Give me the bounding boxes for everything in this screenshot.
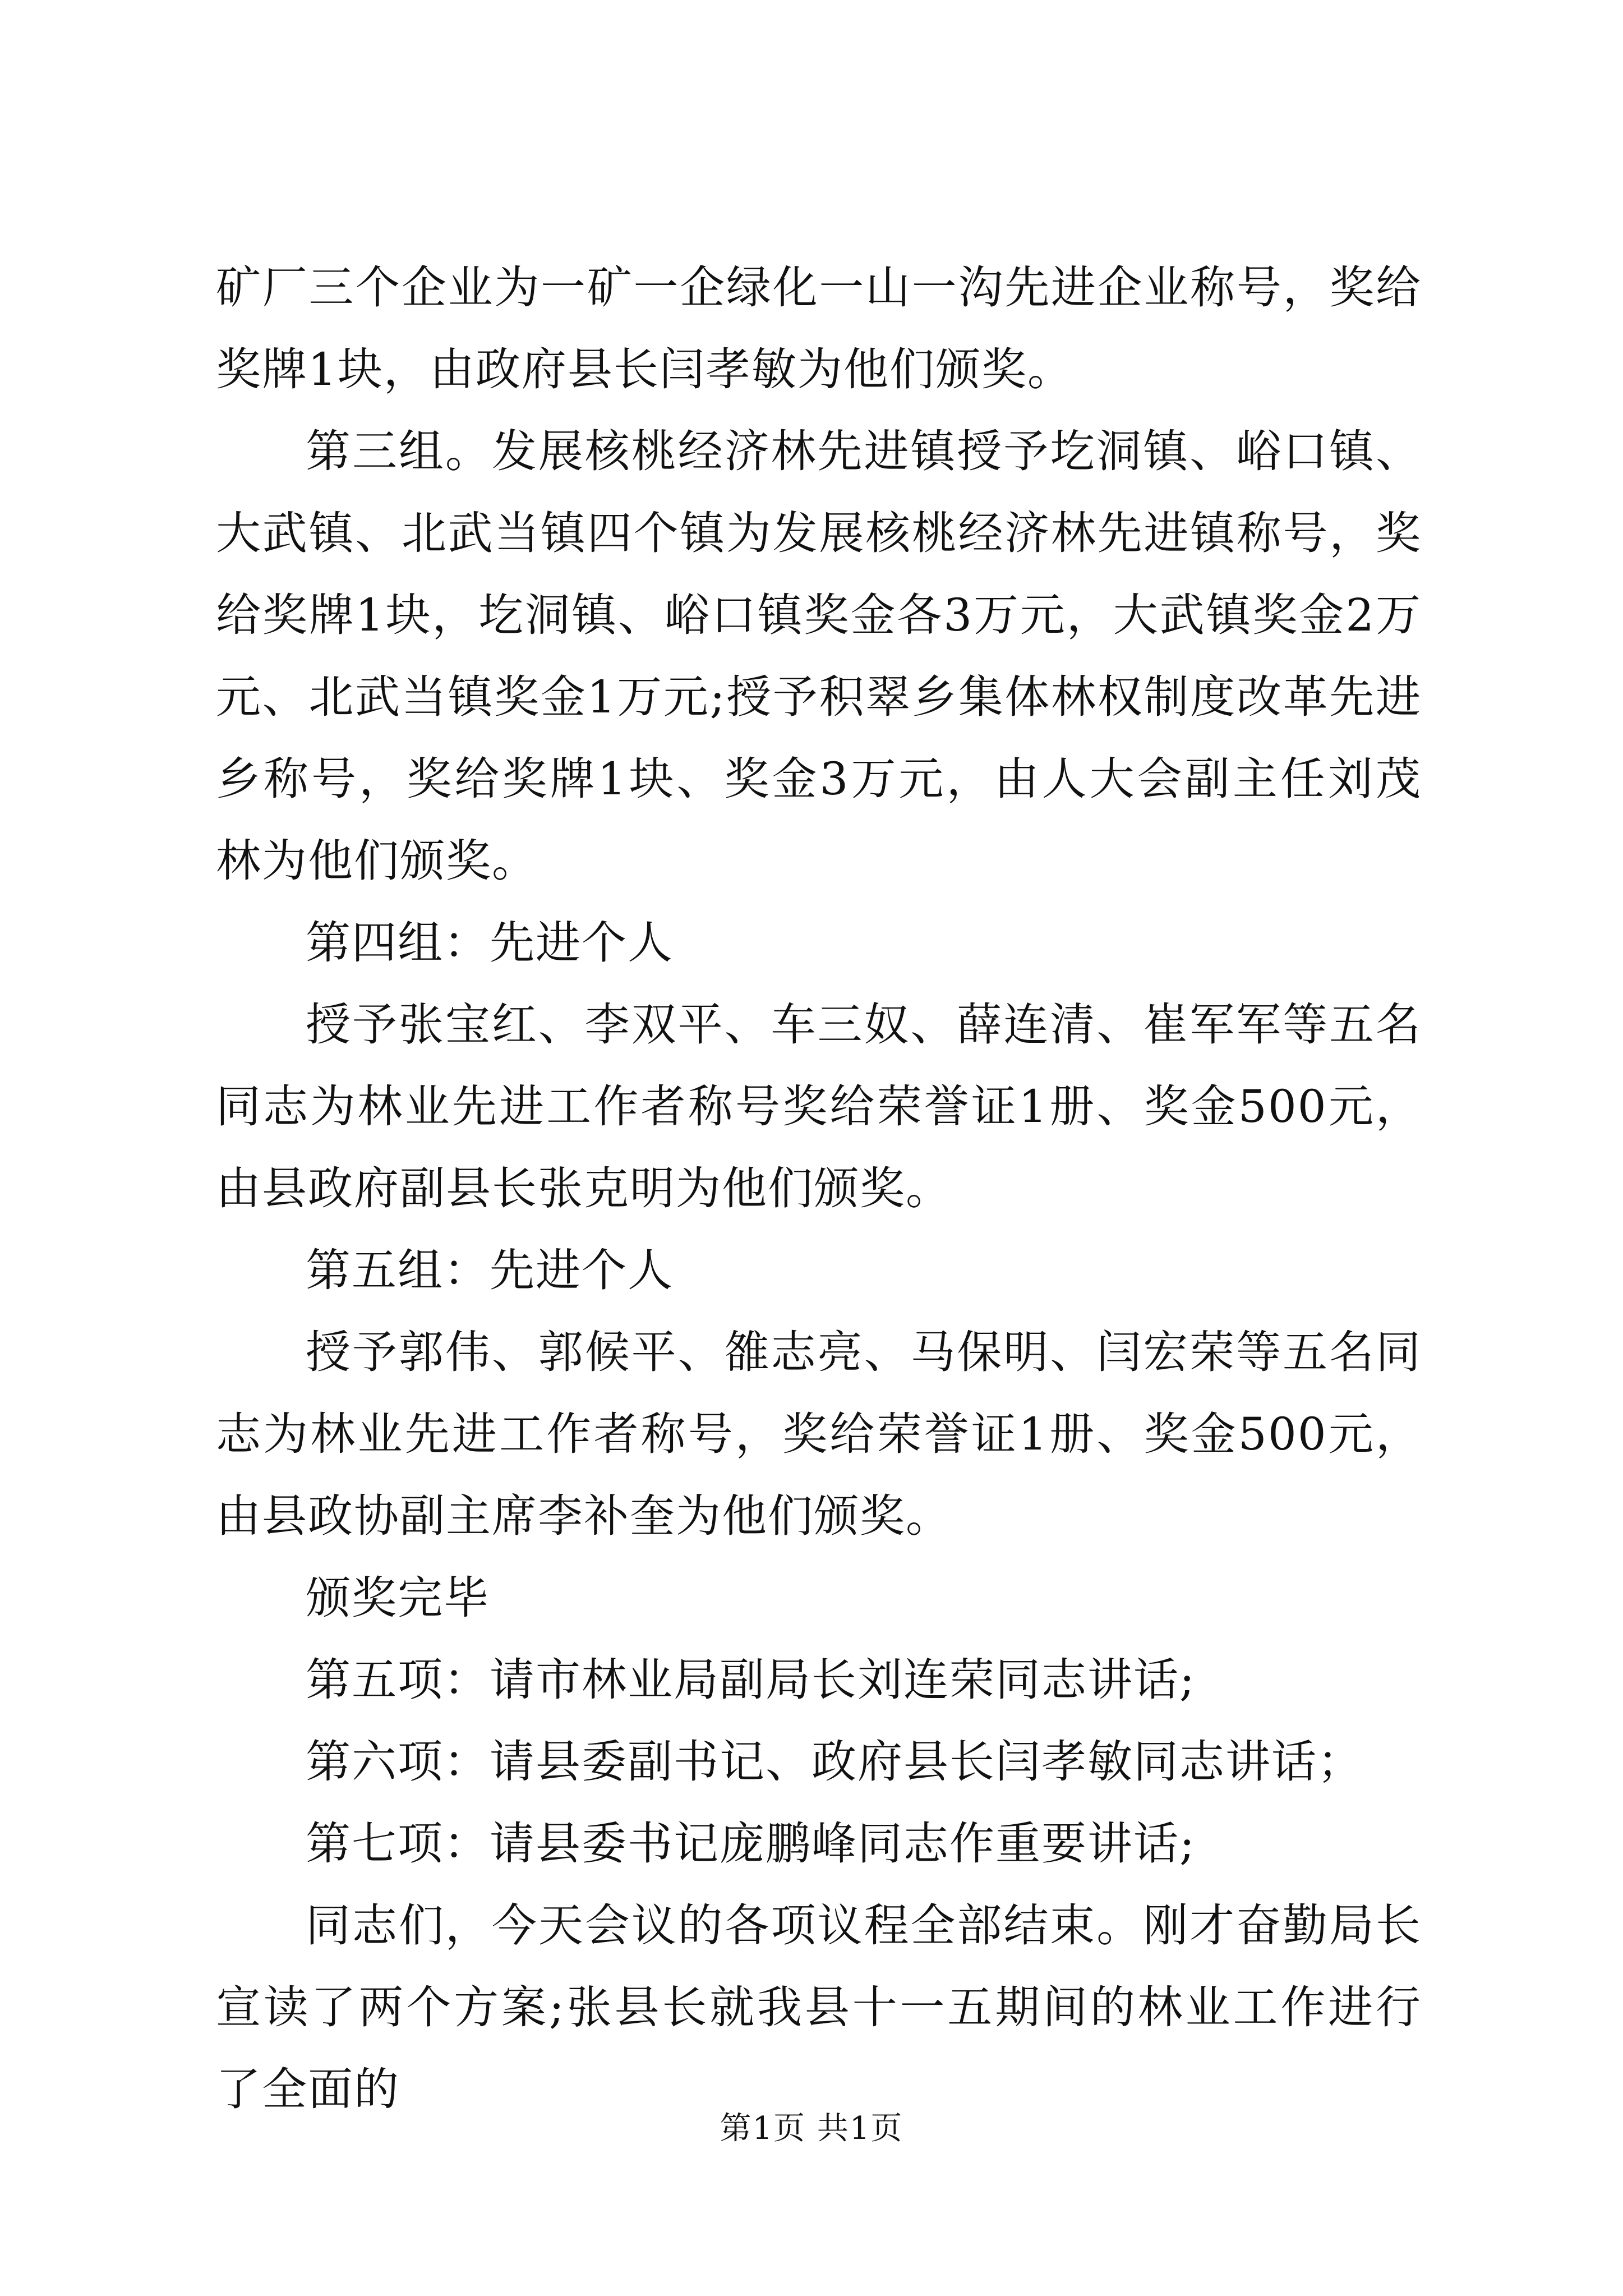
paragraph-2: 第三组。发展核桃经济林先进镇授予圪洞镇、峪口镇、大武镇、北武当镇四个镇为发展核桃经济林先进镇称号，奖给奖牌1块，圪洞镇、峪口镇奖金各3万元，大武镇奖金2万元、北武当镇奖金1万元;授予积翠乡集体林权制度改革先进乡称号，奖给奖牌1块、奖金3万元，由人大会副主任刘茂林为他们颁奖。 <box>216 425 1422 887</box>
paragraph-11: 同志们，今天会议的各项议程全部结束。刚才奋勤局长宣读了两个方案;张县长就我县十一五期间的林业工作进行了全面的 <box>216 1899 1422 2115</box>
paragraph-7: 颁奖完毕 <box>306 1572 490 1624</box>
paragraph-6: 授予郭伟、郭候平、雒志亮、马保明、闫宏荣等五名同志为林业先进工作者称号，奖给荣誉证1册、奖金500元，由县政协副主席李补奎为他们颁奖。 <box>216 1326 1422 1542</box>
document-body <box>216 247 1422 2131</box>
paragraph-5: 第五组：先进个人 <box>306 1244 674 1296</box>
page-footer: 第1页 共1页 <box>720 2110 903 2147</box>
paragraph-3: 第四组：先进个人 <box>306 917 674 969</box>
paragraph-10: 第七项：请县委书记庞鹏峰同志作重要讲话; <box>306 1818 1196 1870</box>
paragraph-1: 矿厂三个企业为一矿一企绿化一山一沟先进企业称号，奖给奖牌1块，由政府县长闫孝敏为他们颁奖。 <box>216 261 1422 395</box>
paragraph-4: 授予张宝红、李双平、车三奴、薛连清、崔军军等五名同志为林业先进工作者称号奖给荣誉证1册、奖金500元，由县政府副县长张克明为他们颁奖。 <box>216 999 1422 1214</box>
paragraph-9: 第六项：请县委副书记、政府县长闫孝敏同志讲话； <box>306 1736 1363 1788</box>
paragraph-8: 第五项：请市林业局副局长刘连荣同志讲话; <box>306 1654 1196 1706</box>
